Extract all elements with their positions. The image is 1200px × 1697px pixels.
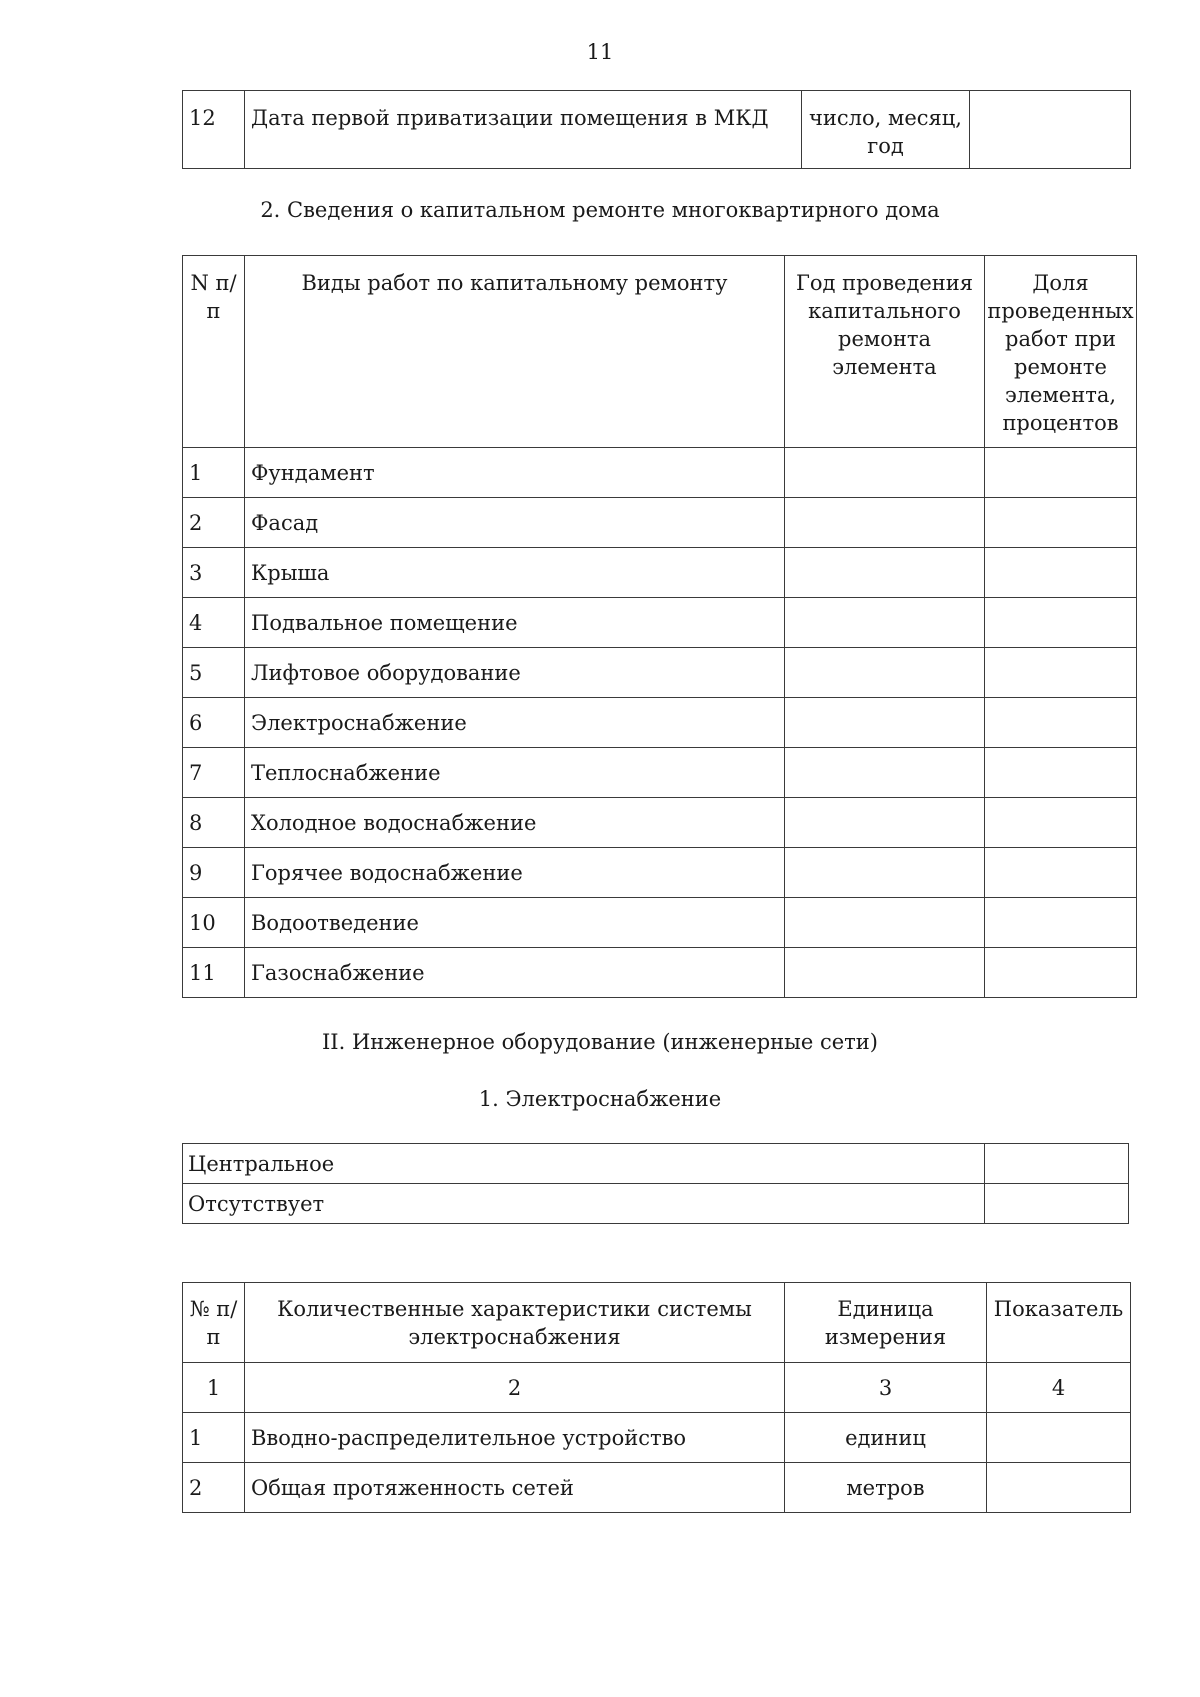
row-number: 12 [183,91,245,169]
header-year: Год проведения капитального ремонта элемента [785,256,985,448]
row-year [785,448,985,498]
row-number: 2 [183,498,245,548]
row-label: Холодное водоснабжение [245,798,785,848]
row-year [785,548,985,598]
table-header-row [183,1283,1131,1363]
row-unit: единиц [785,1413,987,1463]
column-number: 3 [785,1363,987,1413]
row-label: Газоснабжение [245,948,785,998]
row-share [985,898,1137,948]
row-year [785,848,985,898]
table-row [183,1413,1131,1463]
row-number: 1 [183,448,245,498]
row-number: 3 [183,548,245,598]
header-unit: Единица измерения [785,1283,987,1363]
row-share [985,748,1137,798]
privatization-table [182,90,1131,169]
row-label: Дата первой приватизации помещения в МКД [245,91,802,169]
row-year [785,898,985,948]
characteristics-table [182,1282,1131,1513]
row-unit: метров [785,1463,987,1513]
header-work: Виды работ по капитальному ремонту [245,256,785,448]
row-value [987,1463,1131,1513]
table-row [183,1144,1129,1184]
table-row [183,898,1137,948]
supply-type-value [985,1144,1129,1184]
row-share [985,698,1137,748]
row-share [985,798,1137,848]
row-share [985,648,1137,698]
table-row [183,498,1137,548]
row-label: Общая протяженность сетей [245,1463,785,1513]
table-row [183,798,1137,848]
supply-type-label: Отсутствует [183,1184,985,1224]
row-share [985,598,1137,648]
supply-type-label: Центральное [183,1144,985,1184]
table-row [183,848,1137,898]
table-row [183,448,1137,498]
row-unit: число, месяц, год [802,91,970,169]
row-label: Фасад [245,498,785,548]
row-share [985,548,1137,598]
table-row [183,748,1137,798]
row-year [785,798,985,848]
row-number: 10 [183,898,245,948]
supply-type-table [182,1143,1129,1224]
row-year [785,498,985,548]
column-number-row [183,1363,1131,1413]
row-number: 6 [183,698,245,748]
table-row [183,548,1137,598]
section-heading-engineering: II. Инженерное оборудование (инженерные сети) [322,1030,878,1054]
row-share [985,498,1137,548]
header-num: № п/п [183,1283,245,1363]
row-year [785,598,985,648]
repair-table [182,255,1137,998]
table-row [183,598,1137,648]
row-label: Электроснабжение [245,698,785,748]
row-share [985,848,1137,898]
row-number: 1 [183,1413,245,1463]
row-year [785,948,985,998]
row-number: 7 [183,748,245,798]
row-label: Подвальное помещение [245,598,785,648]
header-name: Количественные характеристики системы электроснабжения [245,1283,785,1363]
table-row [183,948,1137,998]
column-number: 4 [987,1363,1131,1413]
row-number: 5 [183,648,245,698]
row-year [785,748,985,798]
table-header-row [183,256,1137,448]
row-number: 9 [183,848,245,898]
row-number: 8 [183,798,245,848]
header-share: Доля проведенных работ при ремонте элемента, процентов [985,256,1137,448]
row-label: Горячее водоснабжение [245,848,785,898]
page-number: 11 [586,40,614,64]
subsection-heading-electricity: 1. Электроснабжение [478,1087,722,1111]
row-label: Крыша [245,548,785,598]
table-row [183,698,1137,748]
row-label: Вводно-распределительное устройство [245,1413,785,1463]
row-label: Водоотведение [245,898,785,948]
table-row [183,91,1131,169]
table-row [183,648,1137,698]
row-year [785,698,985,748]
row-value [970,91,1131,169]
row-label: Теплоснабжение [245,748,785,798]
header-value: Показатель [987,1283,1131,1363]
row-value [987,1413,1131,1463]
column-number: 2 [245,1363,785,1413]
row-number: 4 [183,598,245,648]
row-label: Фундамент [245,448,785,498]
row-number: 11 [183,948,245,998]
row-share [985,948,1137,998]
supply-type-value [985,1184,1129,1224]
table-row [183,1184,1129,1224]
column-number: 1 [183,1363,245,1413]
row-label: Лифтовое оборудование [245,648,785,698]
section-heading-repair: 2. Сведения о капитальном ремонте многоквартирного дома [260,198,940,222]
row-number: 2 [183,1463,245,1513]
table-row [183,1463,1131,1513]
row-share [985,448,1137,498]
header-num: N п/п [183,256,245,448]
row-year [785,648,985,698]
